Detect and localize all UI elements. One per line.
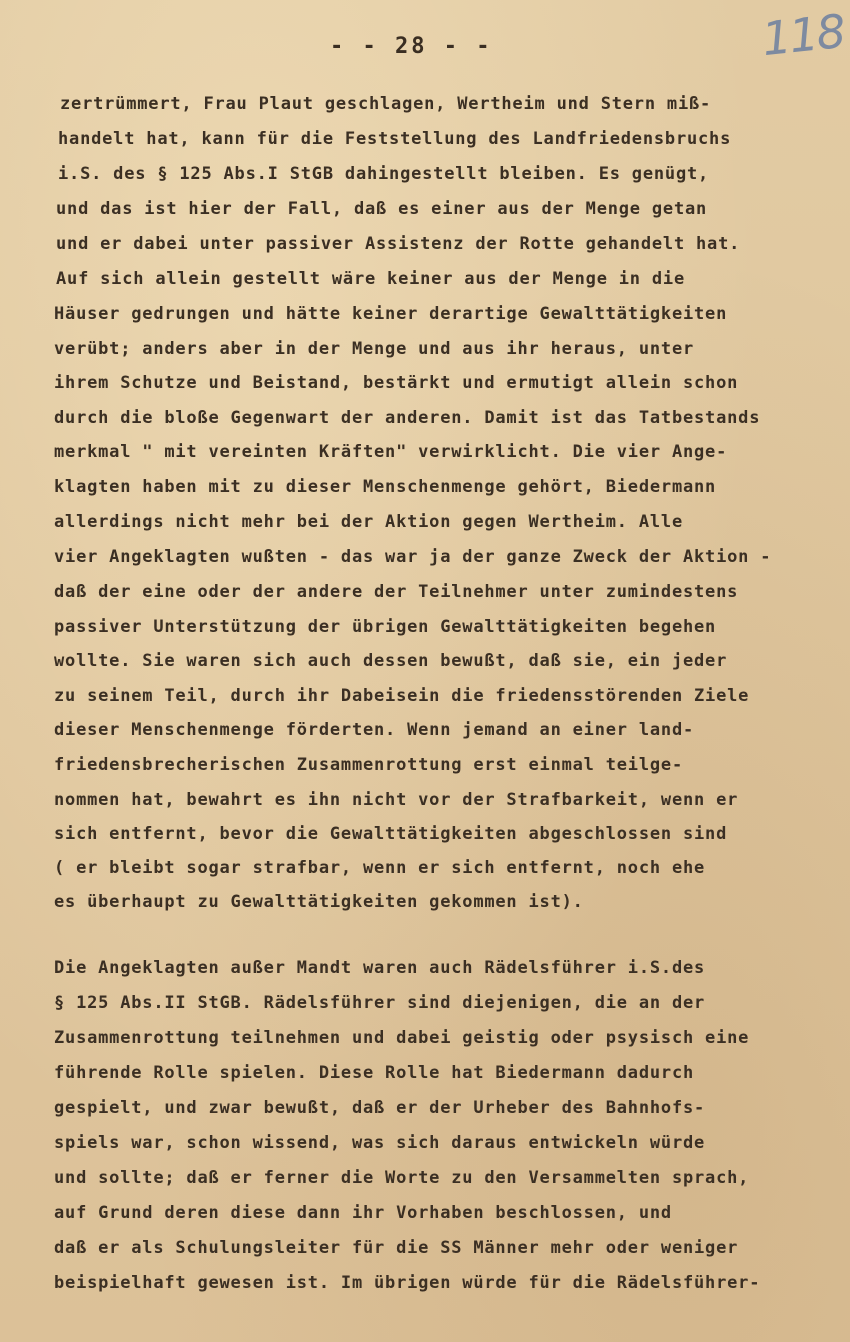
text-line: Häuser gedrungen und hätte keiner derartige Gewalttätigkeiten: [54, 304, 728, 324]
text-line: ( er bleibt sogar strafbar, wenn er sich entfernt, noch ehe: [54, 858, 706, 878]
text-line: und sollte; daß er ferner die Worte zu den Versammelten sprach,: [54, 1168, 750, 1188]
handwritten-archive-number: 118: [759, 3, 847, 67]
text-line: beispielhaft gewesen ist. Im übrigen würde für die Rädelsführer-: [54, 1273, 761, 1293]
text-line: § 125 Abs.II StGB. Rädelsführer sind diejenigen, die an der: [54, 993, 706, 1013]
text-line: wollte. Sie waren sich auch dessen bewußt, daß sie, ein jeder: [54, 651, 728, 671]
text-line: daß der eine oder der andere der Teilnehmer unter zumindestens: [54, 582, 739, 602]
text-line: führende Rolle spielen. Diese Rolle hat Biedermann dadurch: [54, 1063, 695, 1083]
text-line: daß er als Schulungsleiter für die SS Männer mehr oder weniger: [54, 1238, 739, 1258]
text-line: friedensbrecherischen Zusammenrottung erst einmal teilge-: [54, 755, 683, 775]
text-line: zu seinem Teil, durch ihr Dabeisein die friedensstörenden Ziele: [54, 686, 750, 706]
text-line: handelt hat, kann für die Feststellung des Landfriedensbruchs: [58, 129, 732, 149]
text-line: merkmal " mit vereinten Kräften" verwirklicht. Die vier Ange-: [54, 442, 728, 462]
page-number: - - 28 - -: [330, 34, 493, 59]
text-line: es überhaupt zu Gewalttätigkeiten gekommen ist).: [54, 892, 584, 912]
text-line: Zusammenrottung teilnehmen und dabei geistig oder psysisch eine: [54, 1028, 750, 1048]
text-line: Die Angeklagten außer Mandt waren auch Rädelsführer i.S.des: [54, 958, 706, 978]
text-line: gespielt, und zwar bewußt, daß er der Urheber des Bahnhofs-: [54, 1098, 706, 1118]
text-line: i.S. des § 125 Abs.I StGB dahingestellt bleiben. Es genügt,: [58, 164, 710, 184]
text-line: auf Grund deren diese dann ihr Vorhaben beschlossen, und: [54, 1203, 672, 1223]
text-line: allerdings nicht mehr bei der Aktion gegen Wertheim. Alle: [54, 512, 683, 532]
text-line: und er dabei unter passiver Assistenz der Rotte gehandelt hat.: [56, 234, 741, 254]
text-line: Auf sich allein gestellt wäre keiner aus der Menge in die: [56, 269, 685, 289]
text-line: und das ist hier der Fall, daß es einer aus der Menge getan: [56, 199, 708, 219]
text-line: verübt; anders aber in der Menge und aus ihr heraus, unter: [54, 339, 695, 359]
text-line: zertrümmert, Frau Plaut geschlagen, Wertheim und Stern miß-: [60, 94, 712, 114]
text-line: dieser Menschenmenge förderten. Wenn jemand an einer land-: [54, 720, 695, 740]
text-line: nommen hat, bewahrt es ihn nicht vor der Strafbarkeit, wenn er: [54, 790, 739, 810]
text-line: spiels war, schon wissend, was sich daraus entwickeln würde: [54, 1133, 706, 1153]
text-line: ihrem Schutze und Beistand, bestärkt und ermutigt allein schon: [54, 373, 739, 393]
text-line: passiver Unterstützung der übrigen Gewalttätigkeiten begehen: [54, 617, 717, 637]
text-line: vier Angeklagten wußten - das war ja der ganze Zweck der Aktion -: [54, 547, 772, 567]
text-line: sich entfernt, bevor die Gewalttätigkeiten abgeschlossen sind: [54, 824, 728, 844]
text-line: durch die bloße Gegenwart der anderen. Damit ist das Tatbestands: [54, 408, 761, 428]
text-line: klagten haben mit zu dieser Menschenmenge gehört, Biedermann: [54, 477, 717, 497]
